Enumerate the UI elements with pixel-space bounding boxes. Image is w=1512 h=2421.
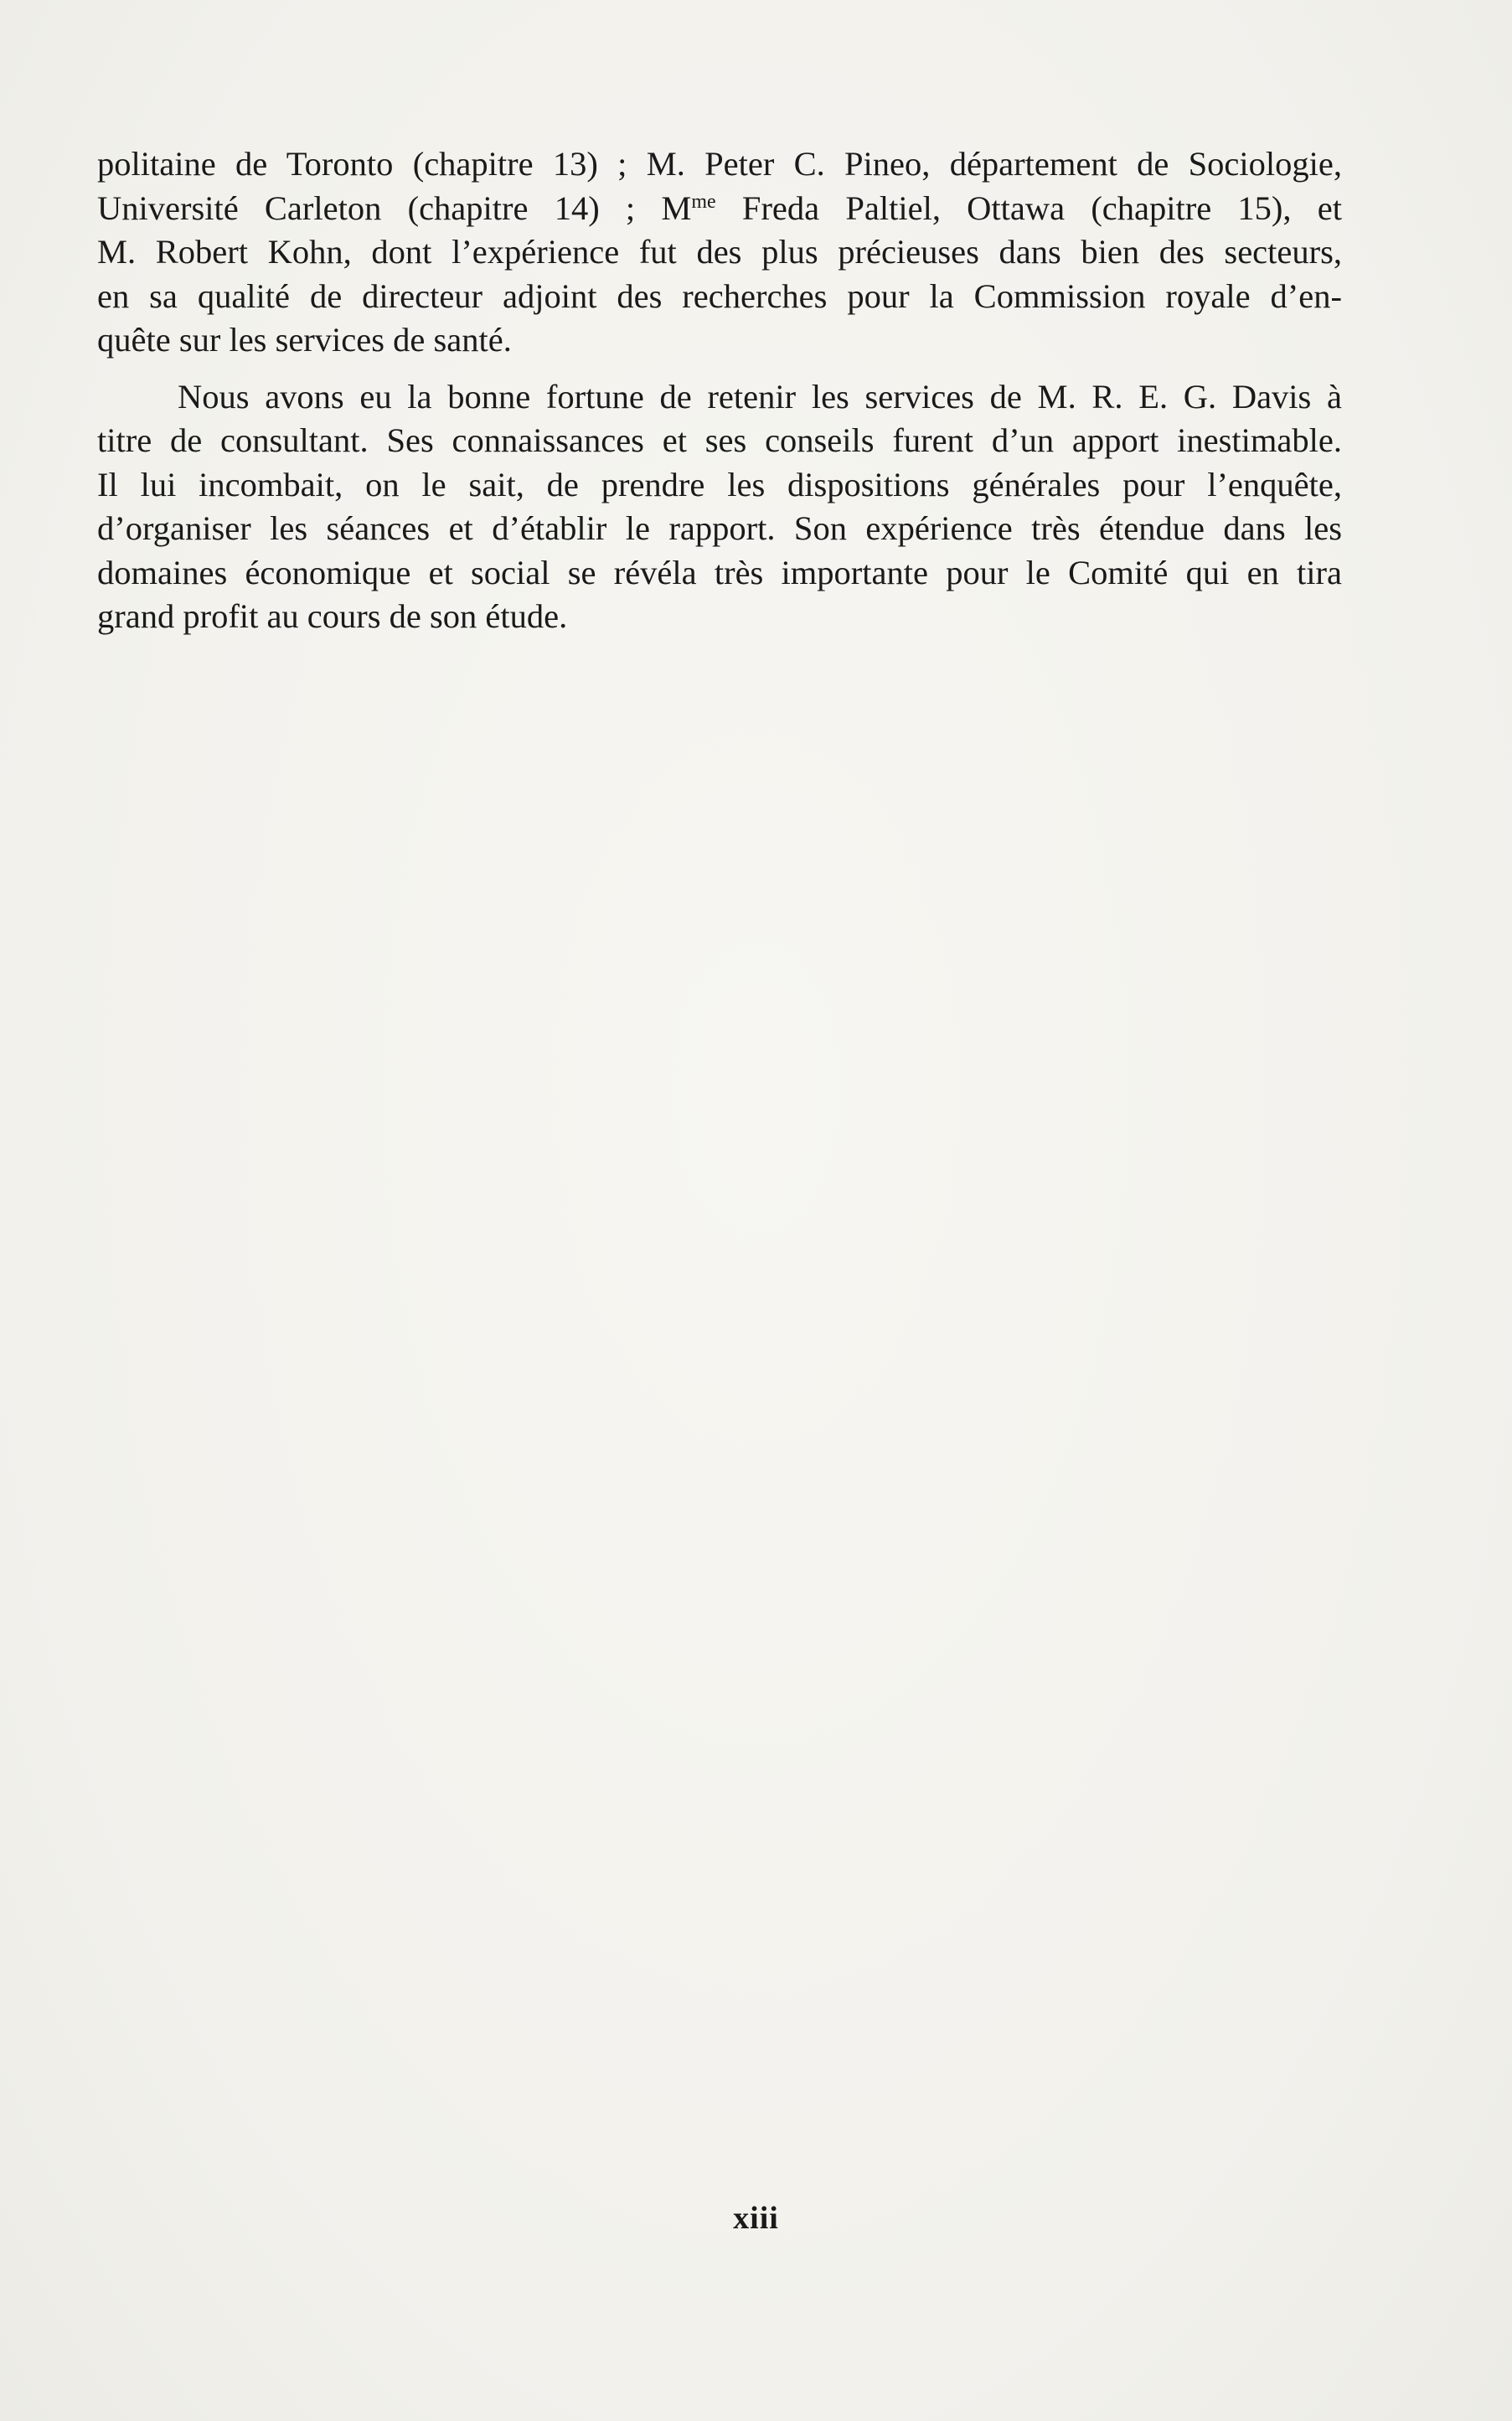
body-text — [97, 142, 1342, 639]
paragraph-1-line-3: M. Robert Kohn, dont l’expérience fut des plus précieuses dans bien des secteurs, — [97, 233, 1342, 271]
paragraph-spacer — [97, 363, 1342, 375]
paragraph-2-line-2: titre de consultant. Ses connaissances et ses conseils furent d’un apport inestimable. — [97, 421, 1342, 459]
paragraph-1-line-2-start: Université Carleton (chapitre 14) ; M — [97, 188, 692, 227]
superscript-me: me — [691, 190, 716, 213]
paragraph-1-line-2 — [97, 187, 1342, 231]
paragraph-2-line-1: Nous avons eu la bonne fortune de retenir les services de M. R. E. G. Davis à — [178, 377, 1342, 416]
paragraph-2-line-6: grand profit au cours de son étude. — [97, 597, 568, 635]
paragraph-1-line-2-end: Freda Paltiel, Ottawa (chapitre 15), et — [715, 188, 1342, 227]
paragraph-2-line-3: Il lui incombait, on le sait, de prendre les dispositions générales pour l’enquête, — [97, 465, 1342, 503]
paragraph-1 — [97, 142, 1342, 363]
paragraph-1-line-5: quête sur les services de santé. — [97, 321, 512, 359]
paragraph-2-line-4: d’organiser les séances et d’établir le rapport. Son expérience très étendue dans les — [97, 509, 1342, 547]
paragraph-1-line-1: politaine de Toronto (chapitre 13) ; M. Peter C. Pineo, département de Sociologie, — [97, 145, 1342, 183]
page-number: xiii — [733, 2201, 779, 2236]
paragraph-2-line-5: domaines économique et social se révéla très importante pour le Comité qui en tira — [97, 553, 1342, 591]
paragraph-1-line-4: en sa qualité de directeur adjoint des recherches pour la Commission royale d’en- — [97, 276, 1342, 315]
paragraph-2 — [97, 375, 1342, 639]
